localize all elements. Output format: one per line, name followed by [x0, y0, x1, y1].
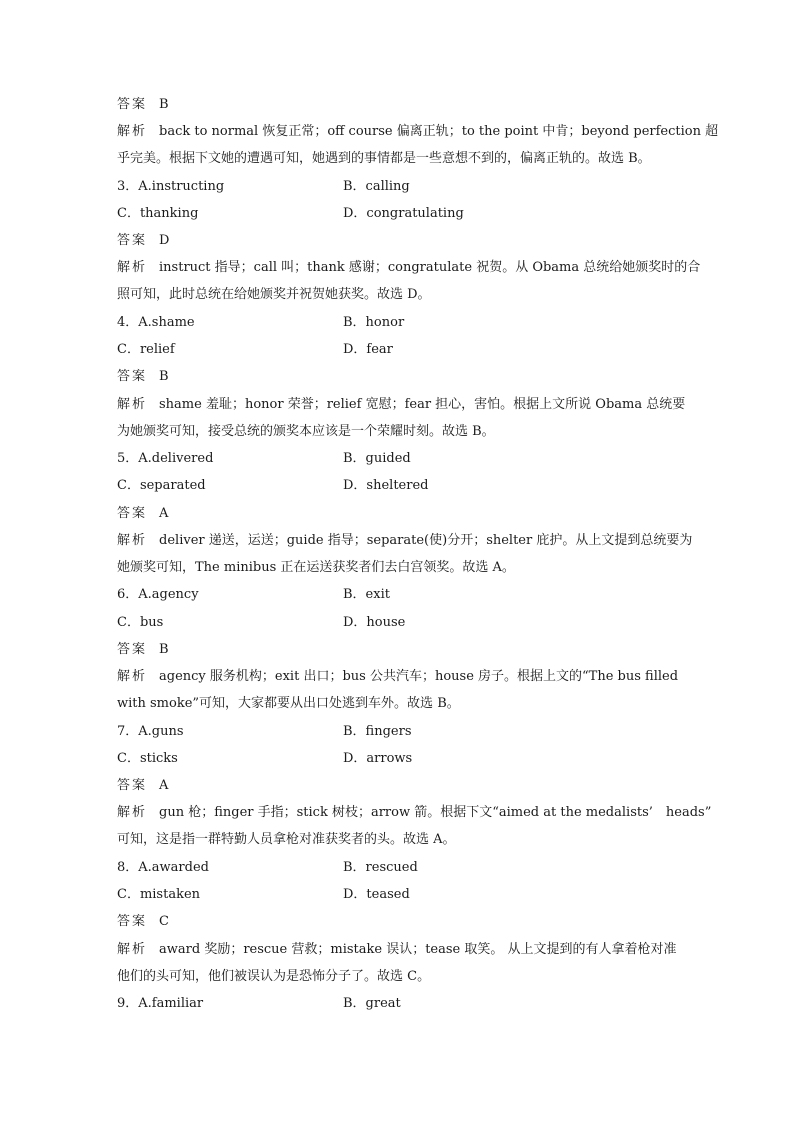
option-c: C．mistaken [117, 887, 201, 902]
analysis-label: 解析 [117, 533, 148, 548]
question-options-row [117, 336, 684, 363]
analysis-text: instruct 指导；call 叫；thank 感谢；congratulate 祝贺。从 Obama 总统给她颁奖时的合 [159, 260, 701, 275]
analysis-text: 为她颁奖可知，接受总统的颁奖本应该是一个荣耀时刻。故选 B。 [117, 424, 495, 439]
answer-line [117, 772, 684, 799]
option-a: 4．A.shame [117, 315, 195, 330]
option-a: 7．A.guns [117, 724, 184, 739]
analysis-text: 他们的头可知，他们被误认为是恐怖分子了。故选 C。 [117, 969, 431, 984]
option-b: B．calling [343, 179, 410, 194]
analysis-text: shame 羞耻；honor 荣誉；relief 宽慰；fear 担心，害怕。根据上文所说 Obama 总统要 [159, 397, 686, 412]
analysis-text: 乎完美。根据下文她的遭遇可知，她遇到的事情都是一些意想不到的，偏离正轨的。故选 B。 [117, 151, 651, 166]
analysis-line [117, 963, 684, 990]
analysis-label: 解析 [117, 669, 148, 684]
option-b: B．honor [343, 315, 405, 330]
option-a: 5．A.delivered [117, 451, 214, 466]
answer-line [117, 363, 684, 390]
analysis-text: 可知，这是指一群特勤人员拿枪对准获奖者的头。故选 A。 [117, 832, 456, 847]
answer-value: B [159, 369, 169, 384]
answer-value: B [159, 97, 169, 112]
answer-label: 答案 [117, 97, 148, 112]
option-c: C．separated [117, 478, 206, 493]
question-options-row [117, 854, 684, 881]
option-b: B．fingers [343, 724, 412, 739]
analysis-text: 照可知，此时总统在给她颁奖并祝贺她获奖。故选 D。 [117, 287, 431, 302]
answer-value: C [159, 914, 169, 929]
option-b: B．guided [343, 451, 411, 466]
answer-label: 答案 [117, 914, 148, 929]
option-a: 6．A.agency [117, 587, 199, 602]
answer-label: 答案 [117, 233, 148, 248]
option-c: C．thanking [117, 206, 199, 221]
analysis-line [117, 663, 684, 690]
option-d: D．teased [343, 887, 410, 902]
analysis-text: award 奖励；rescue 营救；mistake 误认；tease 取笑。 从上文提到的有人拿着枪对准 [159, 942, 677, 957]
question-options-row [117, 173, 684, 200]
answer-line [117, 636, 684, 663]
analysis-label: 解析 [117, 397, 148, 412]
analysis-text: back to normal 恢复正常；off course 偏离正轨；to the point 中肯；beyond perfection 超 [159, 124, 719, 139]
analysis-line [117, 826, 684, 853]
answer-label: 答案 [117, 778, 148, 793]
analysis-line [117, 418, 684, 445]
analysis-label: 解析 [117, 124, 148, 139]
option-a: 8．A.awarded [117, 860, 209, 875]
question-options-row [117, 309, 684, 336]
question-options-row [117, 581, 684, 608]
analysis-line [117, 527, 693, 554]
answer-value: D [159, 233, 170, 248]
answer-line [117, 227, 684, 254]
analysis-line [117, 936, 684, 963]
option-a: 3．A.instructing [117, 179, 225, 194]
analysis-line [117, 799, 712, 826]
analysis-text: agency 服务机构；exit 出口；bus 公共汽车；house 房子。根据上文的“The bus filled [159, 669, 679, 684]
option-d: D．sheltered [343, 478, 429, 493]
answer-label: 答案 [117, 369, 148, 384]
answer-line [117, 908, 684, 935]
analysis-text: 她颁奖可知，The minibus 正在运送获奖者们去白宫领奖。故选 A。 [117, 560, 515, 575]
analysis-text: with smoke”可知，大家都要从出口处逃到车外。故选 B。 [117, 696, 460, 711]
option-b: B．exit [343, 587, 390, 602]
option-d: D．fear [343, 342, 393, 357]
question-options-row [117, 472, 684, 499]
question-options-row [117, 990, 684, 1017]
analysis-label: 解析 [117, 260, 148, 275]
answer-value: A [159, 506, 169, 521]
analysis-line [117, 554, 684, 581]
question-options-row [117, 881, 684, 908]
analysis-text: gun 枪；finger 手指；stick 树枝；arrow 箭。根据下文“aimed at the medalists’ heads” [159, 805, 712, 820]
answer-value: B [159, 642, 169, 657]
analysis-line [117, 281, 684, 308]
analysis-line [117, 391, 684, 418]
answer-line [117, 500, 684, 527]
question-options-row [117, 445, 684, 472]
option-c: C．sticks [117, 751, 178, 766]
question-options-row [117, 745, 684, 772]
option-d: D．arrows [343, 751, 413, 766]
option-b: B．great [343, 996, 401, 1011]
analysis-line [117, 145, 684, 172]
option-a: 9．A.familiar [117, 996, 204, 1011]
option-c: C．bus [117, 615, 164, 630]
answer-label: 答案 [117, 506, 148, 521]
option-c: C．relief [117, 342, 175, 357]
answer-label: 答案 [117, 642, 148, 657]
analysis-line [117, 118, 719, 145]
option-d: D．congratulating [343, 206, 464, 221]
question-options-row [117, 200, 684, 227]
analysis-text: deliver 递送，运送；guide 指导；separate(使)分开；shelter 庇护。从上文提到总统要为 [159, 533, 693, 548]
analysis-label: 解析 [117, 805, 148, 820]
analysis-label: 解析 [117, 942, 148, 957]
analysis-line [117, 690, 684, 717]
analysis-line [117, 254, 701, 281]
option-d: D．house [343, 615, 406, 630]
option-b: B．rescued [343, 860, 418, 875]
question-options-row [117, 609, 684, 636]
question-options-row [117, 718, 684, 745]
answer-value: A [159, 778, 169, 793]
answer-line [117, 91, 684, 118]
